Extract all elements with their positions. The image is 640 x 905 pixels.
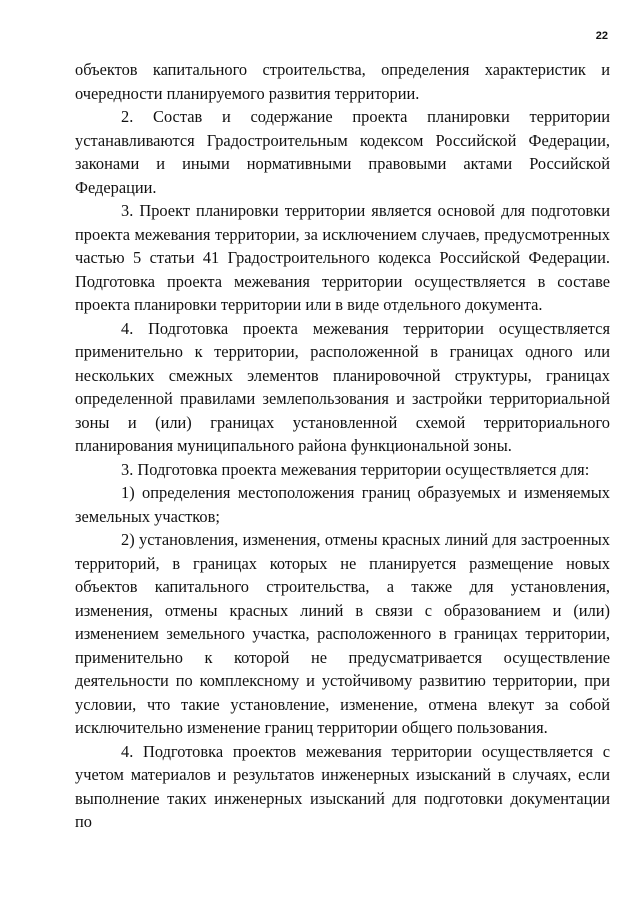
paragraph-3-survey-purposes: 3. Подготовка проекта межевания территории осуществляется для: (121, 459, 590, 479)
paragraph-continuation: объектов капитального строительства, определения характеристик и очередности планируемого развития территории. (75, 60, 610, 103)
list-item-1-boundaries: 1) определения местоположения границ образуемых и изменяемых земельных участков; (75, 483, 610, 526)
paragraph-3-planning-basis: 3. Проект планировки территории является основой для подготовки проекта межевания территории, за исключением случаев, предусмотренных частью 5 статьи 41 Градостроительного кодекса Российской Федерации. Подготовка проекта межевания территории осуществляется в составе проекта планировки территории или в виде отдельного документа. (75, 201, 610, 314)
list-item-2-red-lines: 2) установления, изменения, отмены красных линий для застроенных территорий, в границах которых не планируется размещение новых объектов капитального строительства, а также для установления, изменения, отмены красных линий в связи с образованием и (или) изменением земельного участка, расположенного в границах территории, применительно к которой не предусматривается осуществление деятельности по комплексному и устойчивому развитию территории, при условии, что такие установление, изменение, отмена влекут за собой исключительно изменение границ территории общего пользования. (75, 530, 610, 737)
paragraph-4-survey-scope: 4. Подготовка проекта межевания территории осуществляется применительно к территории, расположенной в границах одного или нескольких смежных элементов планировочной структуры, границах определенной правилами землепользования и застройки территориальной зоны и (или) границах установленной схемой территориального планирования муниципального района функциональной зоны. (75, 318, 610, 455)
page-number: 22 (595, 30, 608, 42)
document-body (75, 58, 610, 834)
paragraph-2-composition: 2. Состав и содержание проекта планировки территории устанавливаются Градостроительным кодексом Российской Федерации, законами и иными нормативными правовыми актами Российской Федерации. (75, 107, 610, 197)
paragraph-4-engineering-surveys: 4. Подготовка проектов межевания территории осуществляется с учетом материалов и результатов инженерных изысканий в случаях, если выполнение таких инженерных изысканий для подготовки документации по (75, 741, 610, 831)
